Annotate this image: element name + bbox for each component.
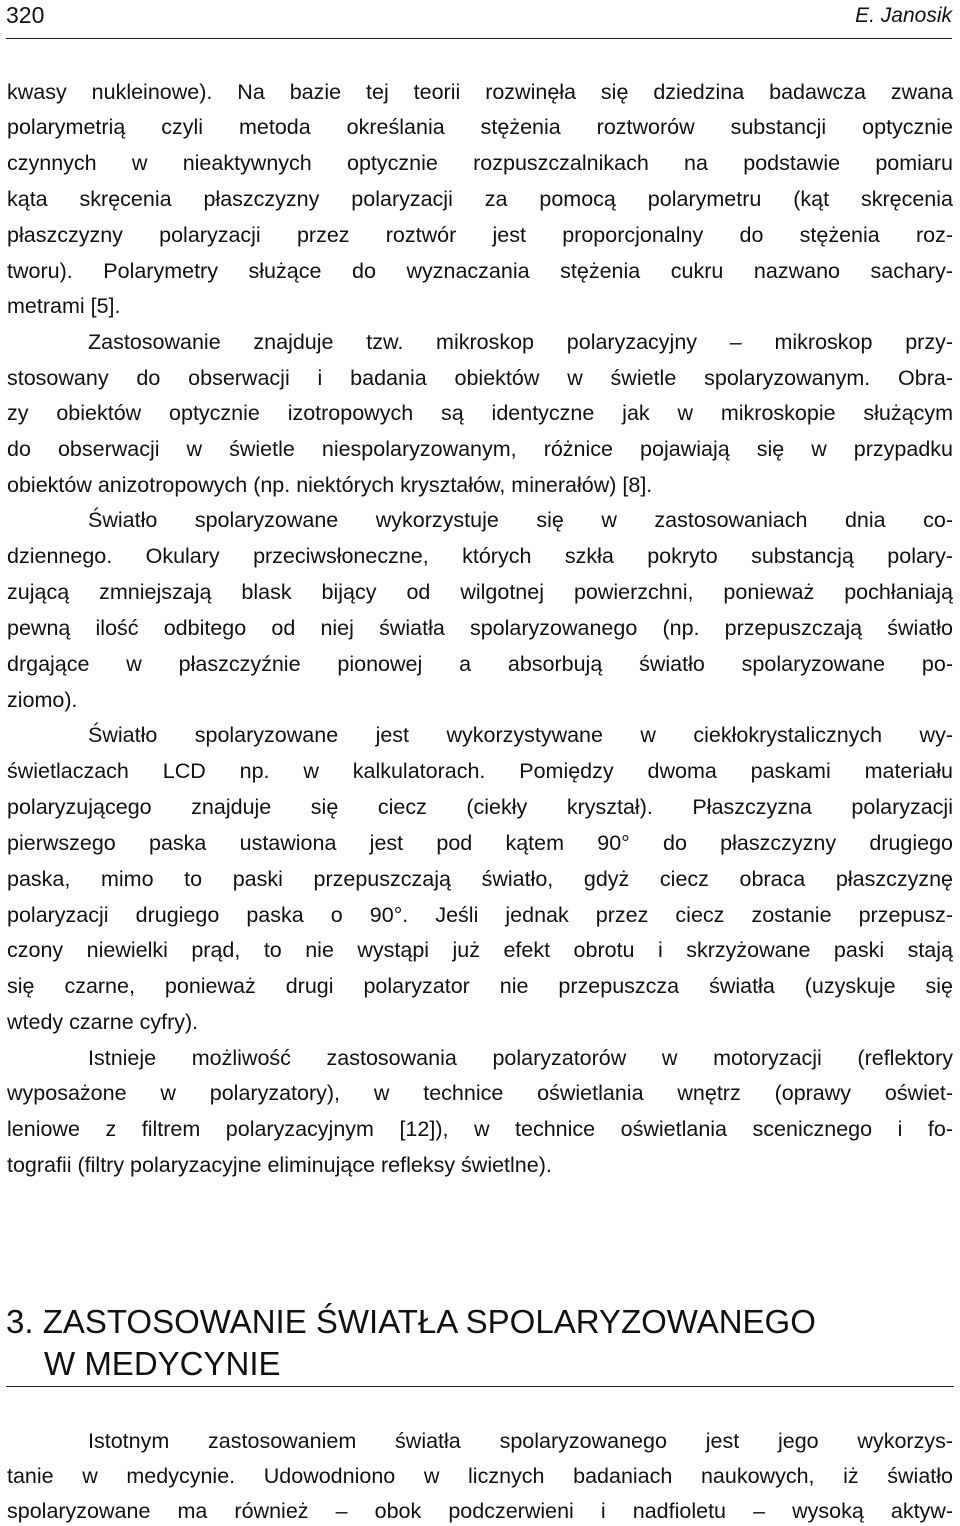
body-line: spolaryzowane ma również – obok podczerwieni i nadfioletu – wysoką aktyw- <box>7 1499 953 1523</box>
body-line: Zastosowanie znajduje tzw. mikroskop polaryzacyjny – mikroskop przy- <box>88 330 953 354</box>
section-heading-line2: W MEDYCYNIE <box>44 1345 281 1382</box>
body-line: tografii (filtry polaryzacyjne eliminujące refleksy świetlne). <box>7 1153 552 1177</box>
page-number: 320 <box>6 2 45 28</box>
body-line: zy obiektów optycznie izotropowych są identyczne jak w mikroskopie służącym <box>7 401 953 425</box>
body-line: czony niewielki prąd, to nie wystąpi już efekt obrotu i skrzyżowane paski stają <box>7 938 953 962</box>
body-line: wyposażone w polaryzatory), w technice oświetlania wnętrz (oprawy oświet- <box>7 1081 953 1105</box>
body-line: ziomo). <box>7 688 78 712</box>
body-line: Istotnym zastosowaniem światła spolaryzowanego jest jego wykorzys- <box>88 1429 953 1453</box>
page-header <box>6 0 952 39</box>
body-line: polaryzującego znajduje się ciecz (ciekły kryształ). Płaszczyzna polaryzacji <box>7 795 953 819</box>
running-author: E. Janosik <box>855 4 952 27</box>
heading-underline <box>6 1386 954 1387</box>
body-line: tanie w medycynie. Udowodniono w licznych badaniach naukowych, iż światło <box>7 1464 953 1488</box>
body-line: świetlaczach LCD np. w kalkulatorach. Pomiędzy dwoma paskami materiału <box>7 759 953 783</box>
body-line: Światło spolaryzowane wykorzystuje się w zastosowaniach dnia co- <box>88 508 953 532</box>
body-line: metrami [5]. <box>7 294 121 318</box>
body-line: obiektów anizotropowych (np. niektórych kryształów, minerałów) [8]. <box>7 473 653 497</box>
body-line: pierwszego paska ustawiona jest pod kątem 90° do płaszczyzny drugiego <box>7 831 953 855</box>
body-line: tworu). Polarymetry służące do wyznaczania stężenia cukru nazwano sachary- <box>7 259 953 283</box>
body-line: czynnych w nieaktywnych optycznie rozpuszczalnikach na podstawie pomiaru <box>7 151 953 175</box>
body-line: kąta skręcenia płaszczyzny polaryzacji za pomocą polarymetru (kąt skręcenia <box>7 187 953 211</box>
body-line: leniowe z filtrem polaryzacyjnym [12]), w technice oświetlania scenicznego i fo- <box>7 1117 953 1141</box>
body-line: stosowany do obserwacji i badania obiektów w świetle spolaryzowanym. Obra- <box>7 366 953 390</box>
body-line: Istnieje możliwość zastosowania polaryzatorów w motoryzacji (reflektory <box>88 1046 953 1070</box>
body-line: polaryzacji drugiego paska o 90°. Jeśli jednak przez ciecz zostanie przepusz- <box>7 903 953 927</box>
body-line: pewną ilość odbitego od niej światła spolaryzowanego (np. przepuszczają światło <box>7 616 953 640</box>
body-line: dziennego. Okulary przeciwsłoneczne, których szkła pokryto substancją polary- <box>7 544 953 568</box>
body-line: Światło spolaryzowane jest wykorzystywane w ciekłokrystalicznych wy- <box>88 723 953 747</box>
section-heading-line1: 3. ZASTOSOWANIE ŚWIATŁA SPOLARYZOWANEGO <box>6 1303 816 1340</box>
body-line: wtedy czarne cyfry). <box>7 1010 199 1034</box>
body-line: płaszczyzny polaryzacji przez roztwór jest proporcjonalny do stężenia roz- <box>7 223 953 247</box>
body-line: zującą zmniejszają blask bijący od wilgotnej powierzchni, ponieważ pochłaniają <box>7 580 953 604</box>
body-line: kwasy nukleinowe). Na bazie tej teorii rozwinęła się dziedzina badawcza zwana <box>7 80 953 104</box>
body-line: się czarne, ponieważ drugi polaryzator nie przepuszcza światła (uzyskuje się <box>7 974 953 998</box>
body-line: drgające w płaszczyźnie pionowej a absorbują światło spolaryzowane po- <box>7 652 953 676</box>
body-line: paska, mimo to paski przepuszczają światło, gdyż ciecz obraca płaszczyznę <box>7 867 953 891</box>
body-line: do obserwacji w świetle niespolaryzowanym, różnice pojawiają się w przypadku <box>7 437 953 461</box>
body-line: polarymetrią czyli metoda określania stężenia roztworów substancji optycznie <box>7 115 953 139</box>
